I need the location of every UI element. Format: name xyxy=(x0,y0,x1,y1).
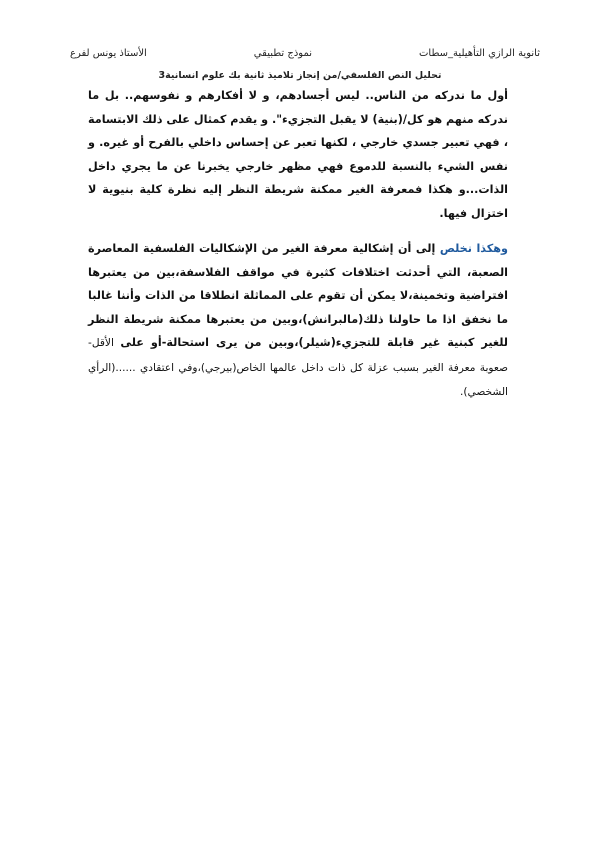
document-type: نموذج تطبيقي xyxy=(253,47,313,59)
paragraph-analysis: أول ما ندركه من الناس.. ليس أجسادهم، و لا أفكارهم و نفوسهم.. بل ما ندركه منهم هو كل/(بنية) لا يقبل التجزيء". و يقدم كمثال على ذلك الابتسامة ، فهي تعبير جسدي خارجي ، لكنها تعبر عن إحساس داخلي بالفرح أو غيره. و نفس الشيء بالنسبة للدموع فهي مظهر خارجي يخبرنا عن ما يجري داخل الذات...و هكذا فمعرفة الغير ممكنة شريطة النظر إليه نظرة كلية بنيوية لا اختزال فيها. xyxy=(88,89,508,220)
conclusion-normal-text: الأقل-صعوبة معرفة الغير بسبب عزلة كل ذات داخل عالمها الخاص(بيرجي)،وفي اعتقادي ......(الرأي الشخصي). xyxy=(88,337,508,398)
conclusion-lead: وهكذا نخلص xyxy=(439,242,508,255)
page-title: تحليل النص الفلسفي/من إنجاز تلاميذ ثانية بك علوم انسانية3 xyxy=(158,70,442,81)
paragraph-conclusion xyxy=(88,237,508,405)
document-body xyxy=(88,84,508,405)
school-name: ثانوية الرازي التأهيلية_سطات xyxy=(419,47,540,59)
teacher-name: الأستاذ يونس لفرع xyxy=(70,47,147,59)
page-header xyxy=(70,44,540,62)
conclusion-bold-text: إلى أن إشكالية معرفة الغير من الإشكاليات الفلسفية المعاصرة الصعبة، التي أحدثت اختلافات كثيرة في مواقف الفلاسفة،بين من يعتبرها افتراضية وتخمينة،لا يمكن أن تقوم على المماثلة انطلاقا من الذات وأننا غالبا ما نخفق اذا ما حاولنا ذلك(مالبرانش)،وبين من يعتبرها ممكنة شريطة النظر للغير كبنية غير قابلة للتجزيء(شيلر)،وبين من يرى استحالة-أو على xyxy=(88,242,509,349)
